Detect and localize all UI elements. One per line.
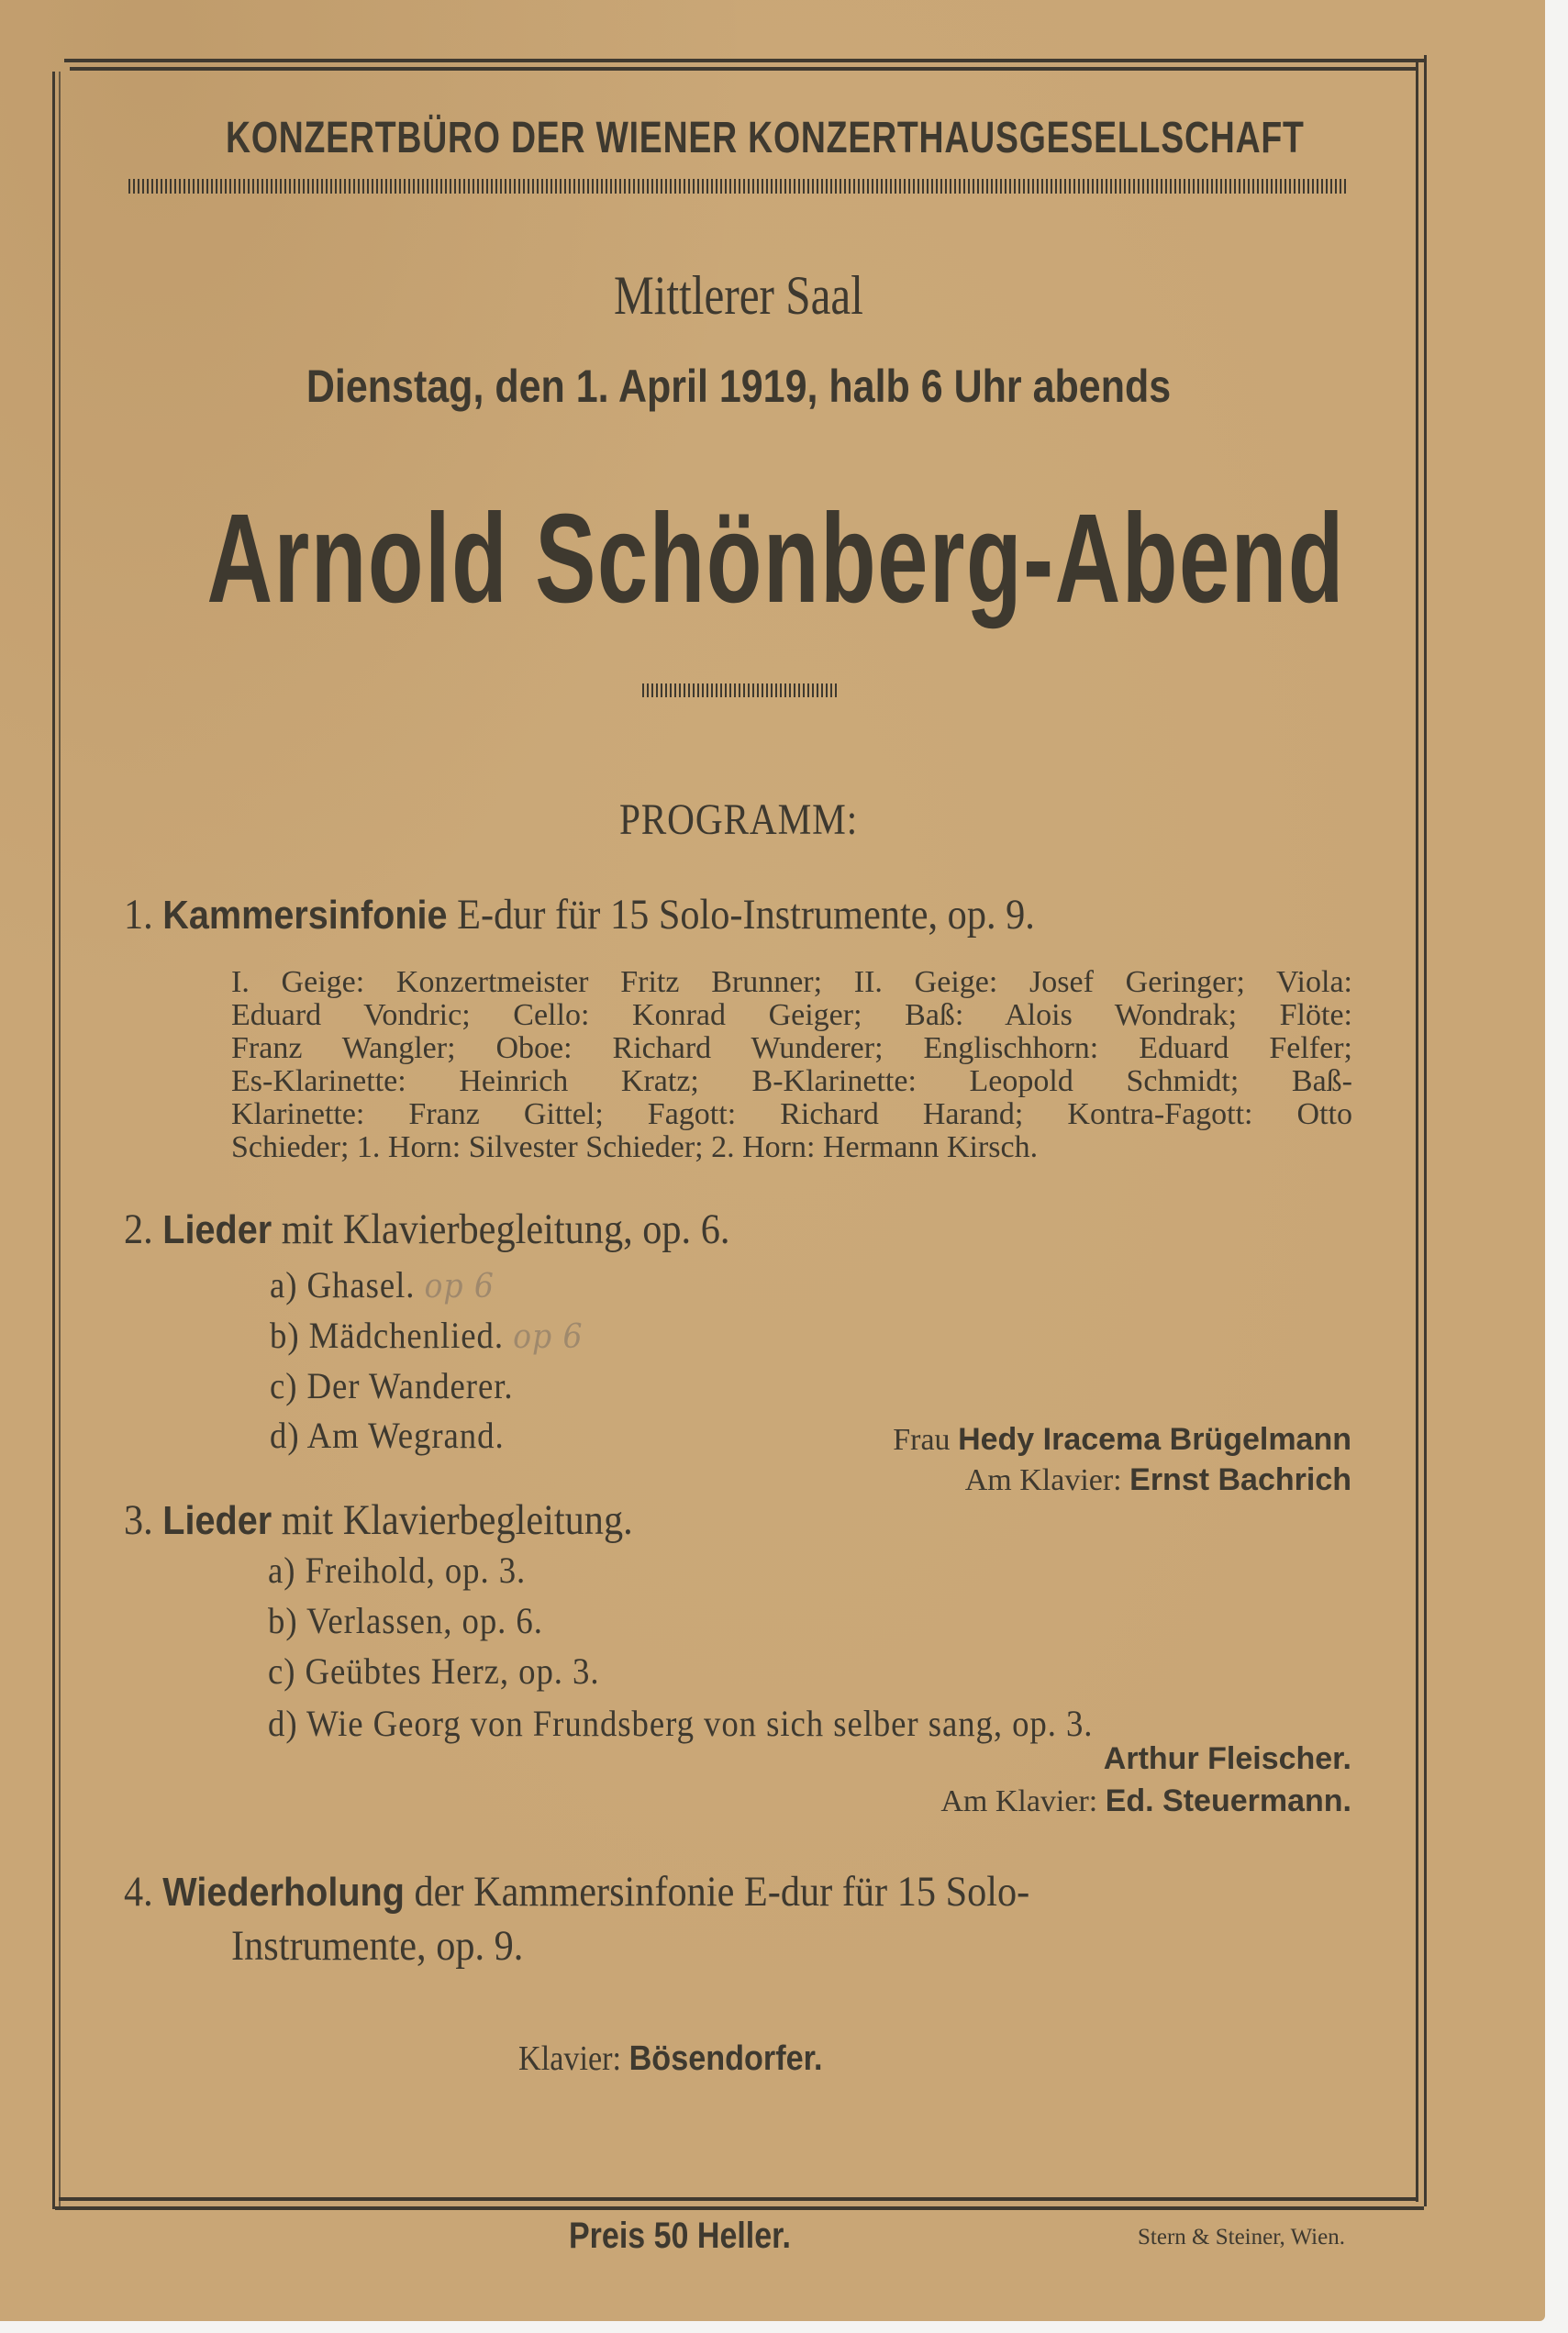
performers-line: Schieder; 1. Horn: Silvester Schieder; 2. Horn: Hermann Kirsch. <box>231 1130 1039 1164</box>
song-title: Geübtes Herz, op. 3. <box>305 1650 600 1692</box>
song-item <box>268 1650 599 1693</box>
song-item <box>268 1549 526 1592</box>
song-item <box>270 1414 505 1457</box>
song-label: c) <box>270 1365 298 1406</box>
song-item <box>270 1314 584 1357</box>
item-title-bold: Wiederholung <box>162 1870 405 1915</box>
pianist-name: Ed. Steuermann. <box>1105 1783 1351 1818</box>
song-title: Der Wanderer. <box>306 1365 514 1406</box>
song-item <box>270 1364 513 1407</box>
singer-name: Hedy Iracema Brügelmann <box>958 1422 1351 1457</box>
piano-note-prefix: Klavier: <box>518 2039 629 2078</box>
singer-credit <box>1104 1741 1351 1777</box>
program-item-4 <box>124 1867 1029 1916</box>
pianist-credit <box>940 1783 1351 1819</box>
pianist-credit <box>965 1462 1351 1498</box>
venue-name: Mittlerer Saal <box>614 265 863 326</box>
frame-right-rule-inner <box>1416 61 1418 2202</box>
printer-credit: Stern & Steiner, Wien. <box>1138 2225 1345 2250</box>
program-item-2 <box>124 1205 729 1254</box>
song-title: Verlassen, op. 6. <box>306 1600 543 1641</box>
song-title: Ghasel. <box>306 1264 416 1305</box>
pianist-name: Ernst Bachrich <box>1129 1462 1351 1497</box>
piano-brand-note <box>518 2039 823 2079</box>
program-item-3 <box>124 1495 633 1545</box>
title-hatched-rule <box>642 683 840 697</box>
item-title-bold: Lieder <box>162 1498 272 1543</box>
event-title: Arnold Schönberg-Abend <box>206 488 1345 629</box>
item-title-continuation: Instrumente, op. 9. <box>231 1922 524 1970</box>
item-number: 1. <box>124 891 153 939</box>
performers-line: Es-Klarinette: Heinrich Kratz; B-Klarinette: Leopold Schmidt; Baß- <box>231 1064 1352 1098</box>
singer-credit <box>893 1422 1351 1458</box>
frame-left-rule-inner <box>59 72 61 2209</box>
performers-line: Eduard Vondric; Cello: Konrad Geiger; Baß: Alois Wondrak; Flöte: <box>231 998 1352 1032</box>
program-heading: PROGRAMM: <box>618 795 859 844</box>
item-title-rest: mit Klavierbegleitung, op. 6. <box>272 1205 730 1253</box>
frame-top-rule-outer <box>64 59 1427 62</box>
frame-top-rule-inner <box>70 67 1418 71</box>
header-hatched-rule <box>128 179 1349 194</box>
item-title-bold: Kammersinfonie <box>162 893 448 938</box>
pianist-prefix: Am Klavier: <box>940 1784 1106 1818</box>
frame-left-rule <box>52 72 55 2209</box>
program-item-4-continuation <box>231 1921 523 1971</box>
pencil-annotation: op 6 <box>424 1268 495 1305</box>
item-number: 3. <box>124 1496 153 1544</box>
song-label: a) <box>270 1264 298 1305</box>
frame-bottom-rule-outer <box>55 2206 1424 2210</box>
song-title: Freihold, op. 3. <box>305 1550 527 1591</box>
singer-name: Arthur Fleischer. <box>1103 1741 1351 1776</box>
song-title: Wie Georg von Frundsberg von sich selber sang, op. 3. <box>306 1703 1094 1744</box>
song-item <box>268 1702 1093 1745</box>
song-label: a) <box>268 1550 296 1591</box>
song-label: d) <box>270 1415 300 1456</box>
price: Preis 50 Heller. <box>569 2216 791 2256</box>
song-title: Am Wegrand. <box>306 1415 505 1456</box>
organizer-header: KONZERTBÜRO DER WIENER KONZERTHAUSGESELLSCHAFT <box>225 114 1305 162</box>
performers-line: I. Geige: Konzertmeister Fritz Brunner; II. Geige: Josef Geringer; Viola: <box>231 965 1352 999</box>
singer-prefix: Frau <box>893 1423 959 1457</box>
item-title-bold: Lieder <box>162 1207 272 1252</box>
song-label: d) <box>268 1703 298 1744</box>
pencil-annotation: op 6 <box>513 1318 584 1356</box>
pianist-prefix: Am Klavier: <box>964 1463 1130 1497</box>
performers-list <box>231 966 1352 1164</box>
piano-brand: Bösendorfer. <box>628 2039 823 2078</box>
performers-line: Franz Wangler; Oboe: Richard Wunderer; Englischhorn: Eduard Felfer; <box>231 1031 1352 1065</box>
frame-bottom-rule-inner <box>59 2197 1417 2201</box>
song-label: b) <box>270 1315 300 1356</box>
song-item <box>268 1599 543 1642</box>
item-title-rest: E-dur für 15 Solo-Instrumente, op. 9. <box>447 891 1035 939</box>
item-title-rest: der Kammersinfonie E-dur für 15 Solo- <box>404 1868 1030 1916</box>
program-item-1 <box>124 890 1035 939</box>
song-label: c) <box>268 1650 296 1692</box>
song-label: b) <box>268 1600 298 1641</box>
song-item <box>270 1263 495 1306</box>
item-title-rest: mit Klavierbegleitung. <box>272 1496 633 1544</box>
performers-line: Klarinette: Franz Gittel; Fagott: Richard Harand; Kontra-Fagott: Otto <box>231 1097 1352 1131</box>
item-number: 2. <box>124 1205 153 1253</box>
item-number: 4. <box>124 1868 153 1916</box>
event-date: Dienstag, den 1. April 1919, halb 6 Uhr abends <box>306 361 1172 412</box>
frame-right-rule-outer <box>1424 55 1427 2206</box>
song-title: Mädchenlied. <box>308 1315 504 1356</box>
